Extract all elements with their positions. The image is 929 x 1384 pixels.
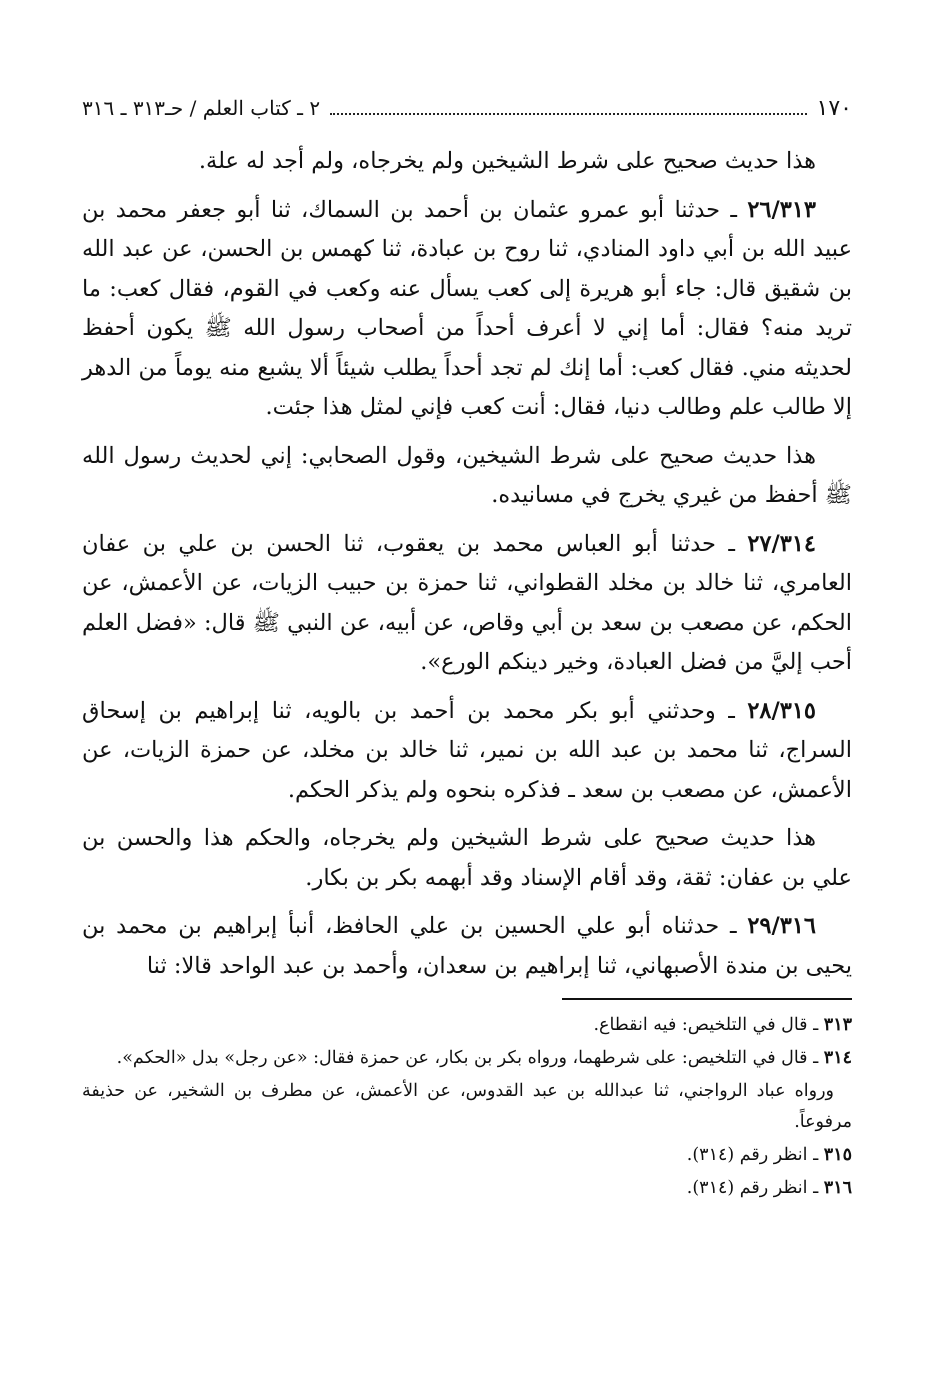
footnote <box>82 1043 852 1074</box>
main-text <box>82 142 852 986</box>
hadith-number: ٢٩/٣١٦ <box>747 913 816 939</box>
paragraph-text: هذا حديث صحيح على شرط الشيخين ولم يخرجاه، والحكم هذا والحسن بن علي بن عفان: ثقة، وقد أقام الإسناد وقد أبهمه بكر بن بكار. <box>82 825 852 891</box>
paragraph <box>82 142 852 182</box>
header-dot-leader <box>330 112 806 115</box>
paragraph-text: ـ حدثنا أبو العباس محمد بن يعقوب، ثنا الحسن بن علي بن عفان العامري، ثنا خالد بن مخلد القطواني، ثنا حمزة بن حبيب الزيات، عن الأعمش، عن الحكم، عن مصعب بن سعد بن أبي وقاص، عن أبيه، عن النبي ﷺ قال: «فضل العلم أحب إليَّ من فضل العبادة، وخير دينكم الورع». <box>82 530 852 675</box>
page-header <box>82 92 852 124</box>
paragraph <box>82 692 852 811</box>
paragraph-text: ـ وحدثني أبو بكر محمد بن أحمد بن بالويه، ثنا إبراهيم بن إسحاق السراج، ثنا محمد بن عبد الله بن نمير، ثنا خالد بن مخلد، عن حمزة الزيات، عن الأعمش، عن مصعب بن سعد ـ فذكره بنحوه ولم يذكر الحكم. <box>82 697 852 803</box>
paragraph-text: ـ حدثناه أبو علي الحسين بن علي الحافظ، أنبأ إبراهيم بن محمد بن يحيى بن مندة الأصبهاني، ثنا إبراهيم بن سعدان، وأحمد بن عبد الواحد قالا: ثنا <box>82 913 852 979</box>
paragraph-text: هذا حديث صحيح على شرط الشيخين ولم يخرجاه، ولم أجد له علة. <box>198 148 816 174</box>
hadith-number: ٢٨/٣١٥ <box>747 697 816 724</box>
footnote-number: ٣١٥ <box>823 1145 852 1165</box>
paragraph <box>82 525 852 683</box>
paragraph <box>82 437 852 516</box>
book-page <box>82 92 852 1352</box>
running-title: ٢ ـ كتاب العلم / حـ٣١٣ ـ ٣١٦ <box>82 96 321 120</box>
paragraph <box>82 819 852 898</box>
footnote-text: ـ قال في التلخيص: على شرطهما، ورواه بكر بن بكار، عن حمزة فقال: «عن رجل» بدل «الحكم». <box>116 1048 824 1068</box>
hadith-number: ٢٦/٣١٣ <box>747 196 816 223</box>
paragraph-text: ـ حدثنا أبو عمرو عثمان بن أحمد بن السماك، ثنا أبو جعفر محمد بن عبيد الله بن أبي داود المنادي، ثنا روح بن عبادة، ثنا كهمس بن الحسن، عن عبد الله بن شقيق قال: جاء أبو هريرة إلى كعب يسأل عنه وكعب في القوم، فقال كعب: ما تريد منه؟ فقال: أما إني لا أعرف أحداً من أصحاب رسول الله ﷺ يكون أحفظ لحديثه مني. فقال كعب: أما إنك لم تجد أحداً يطلب شيئاً ألا يشبع منه يوماً من الدهر إلا طالب علم وطالب دنيا، فقال: أنت كعب فإني لمثل هذا جئت. <box>82 196 852 420</box>
footnote-text: ـ انظر رقم (٣١٤). <box>686 1178 824 1198</box>
footnote-number: ٣١٦ <box>823 1178 852 1198</box>
footnote-separator <box>562 998 852 1000</box>
footnote-number: ٣١٤ <box>823 1048 852 1068</box>
paragraph <box>82 191 852 428</box>
page-number: ١٧٠ <box>816 96 852 121</box>
footnote-text: ـ انظر رقم (٣١٤). <box>686 1145 824 1165</box>
footnote <box>82 1076 852 1138</box>
footnote-text: ورواه عباد الرواجني، ثنا عبدالله بن عبد القدوس، عن الأعمش، عن مطرف بن الشخير، عن حذيفة مرفوعاً. <box>82 1081 852 1132</box>
paragraph <box>82 907 852 986</box>
paragraph-text: هذا حديث صحيح على شرط الشيخين، وقول الصحابي: إني لحديث رسول الله ﷺ أحفظ من غيري يخرج في مسانيده. <box>82 442 852 508</box>
footnote <box>82 1173 852 1204</box>
footnote-number: ٣١٣ <box>823 1015 852 1035</box>
footnotes <box>82 1010 852 1204</box>
footnote <box>82 1010 852 1041</box>
hadith-number: ٢٧/٣١٤ <box>747 530 816 557</box>
footnote-text: ـ قال في التلخيص: فيه انقطاع. <box>593 1015 824 1035</box>
footnote <box>82 1140 852 1171</box>
